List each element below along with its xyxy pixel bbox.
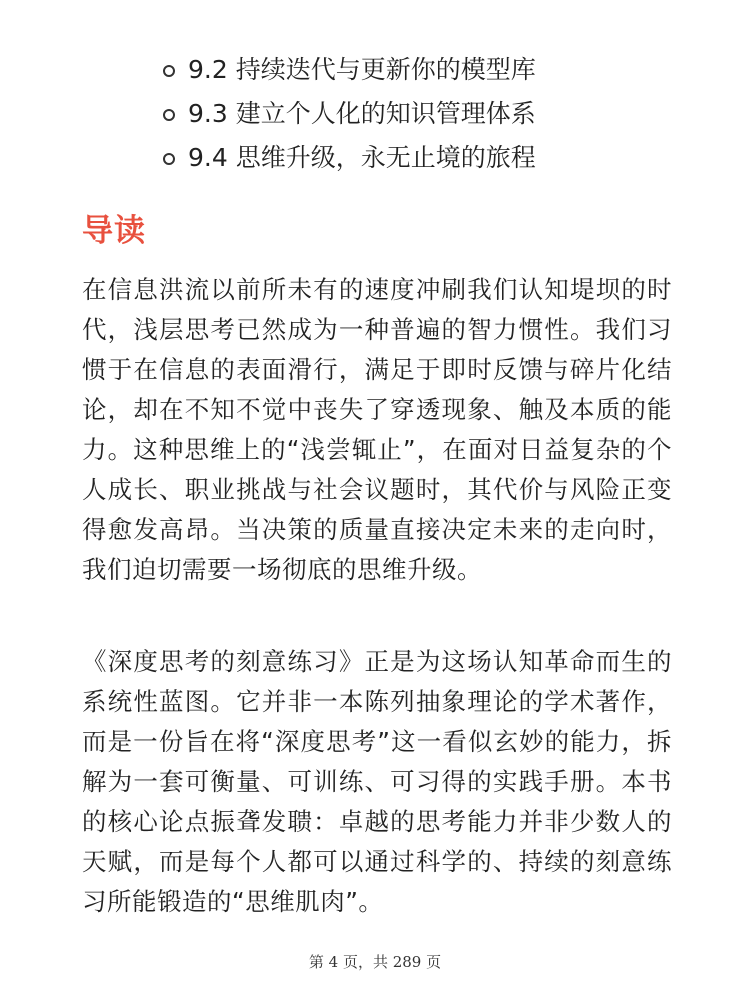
toc-item-label: 9.4 思维升级，永无止境的旅程: [188, 143, 536, 172]
circle-bullet-icon: [163, 65, 175, 77]
toc-item-9-2[interactable]: [0, 48, 536, 92]
toc-item-9-4[interactable]: [0, 136, 536, 180]
toc-item-9-3[interactable]: [0, 92, 536, 136]
body-paragraph-2: 《深度思考的刻意练习》正是为这场认知革命而生的系统性蓝图。它并非一本陈列抽象理论的学术著作，而是一份旨在将“深度思考”这一看似玄妙的能力，拆解为一套可衡量、可训练、可习得的实践手册。本书的核心论点振聋发聩：卓越的思考能力并非少数人的天赋，而是每个人都可以通过科学的、持续的刻意练习所能锻造的“思维肌肉”。: [82, 647, 672, 916]
toc-item-label: 9.3 建立个人化的知识管理体系: [188, 99, 536, 128]
circle-bullet-icon: [163, 153, 175, 165]
page-number-footer: 第 4 页，共 289 页: [308, 953, 442, 971]
section-heading: 导读: [82, 213, 146, 249]
body-paragraph-1: 在信息洪流以前所未有的速度冲刷我们认知堤坝的时代，浅层思考已然成为一种普遍的智力惯性。我们习惯于在信息的表面滑行，满足于即时反馈与碎片化结论，却在不知不觉中丧失了穿透现象、触及本质的能力。这种思维上的“浅尝辄止”，在面对日益复杂的个人成长、职业挑战与社会议题时，其代价与风险正变得愈发高昂。当决策的质量直接决定未来的走向时，我们迫切需要一场彻底的思维升级。: [82, 275, 672, 584]
toc-item-label: 9.2 持续迭代与更新你的模型库: [188, 55, 536, 84]
circle-bullet-icon: [163, 109, 175, 121]
toc-list: [0, 48, 536, 180]
